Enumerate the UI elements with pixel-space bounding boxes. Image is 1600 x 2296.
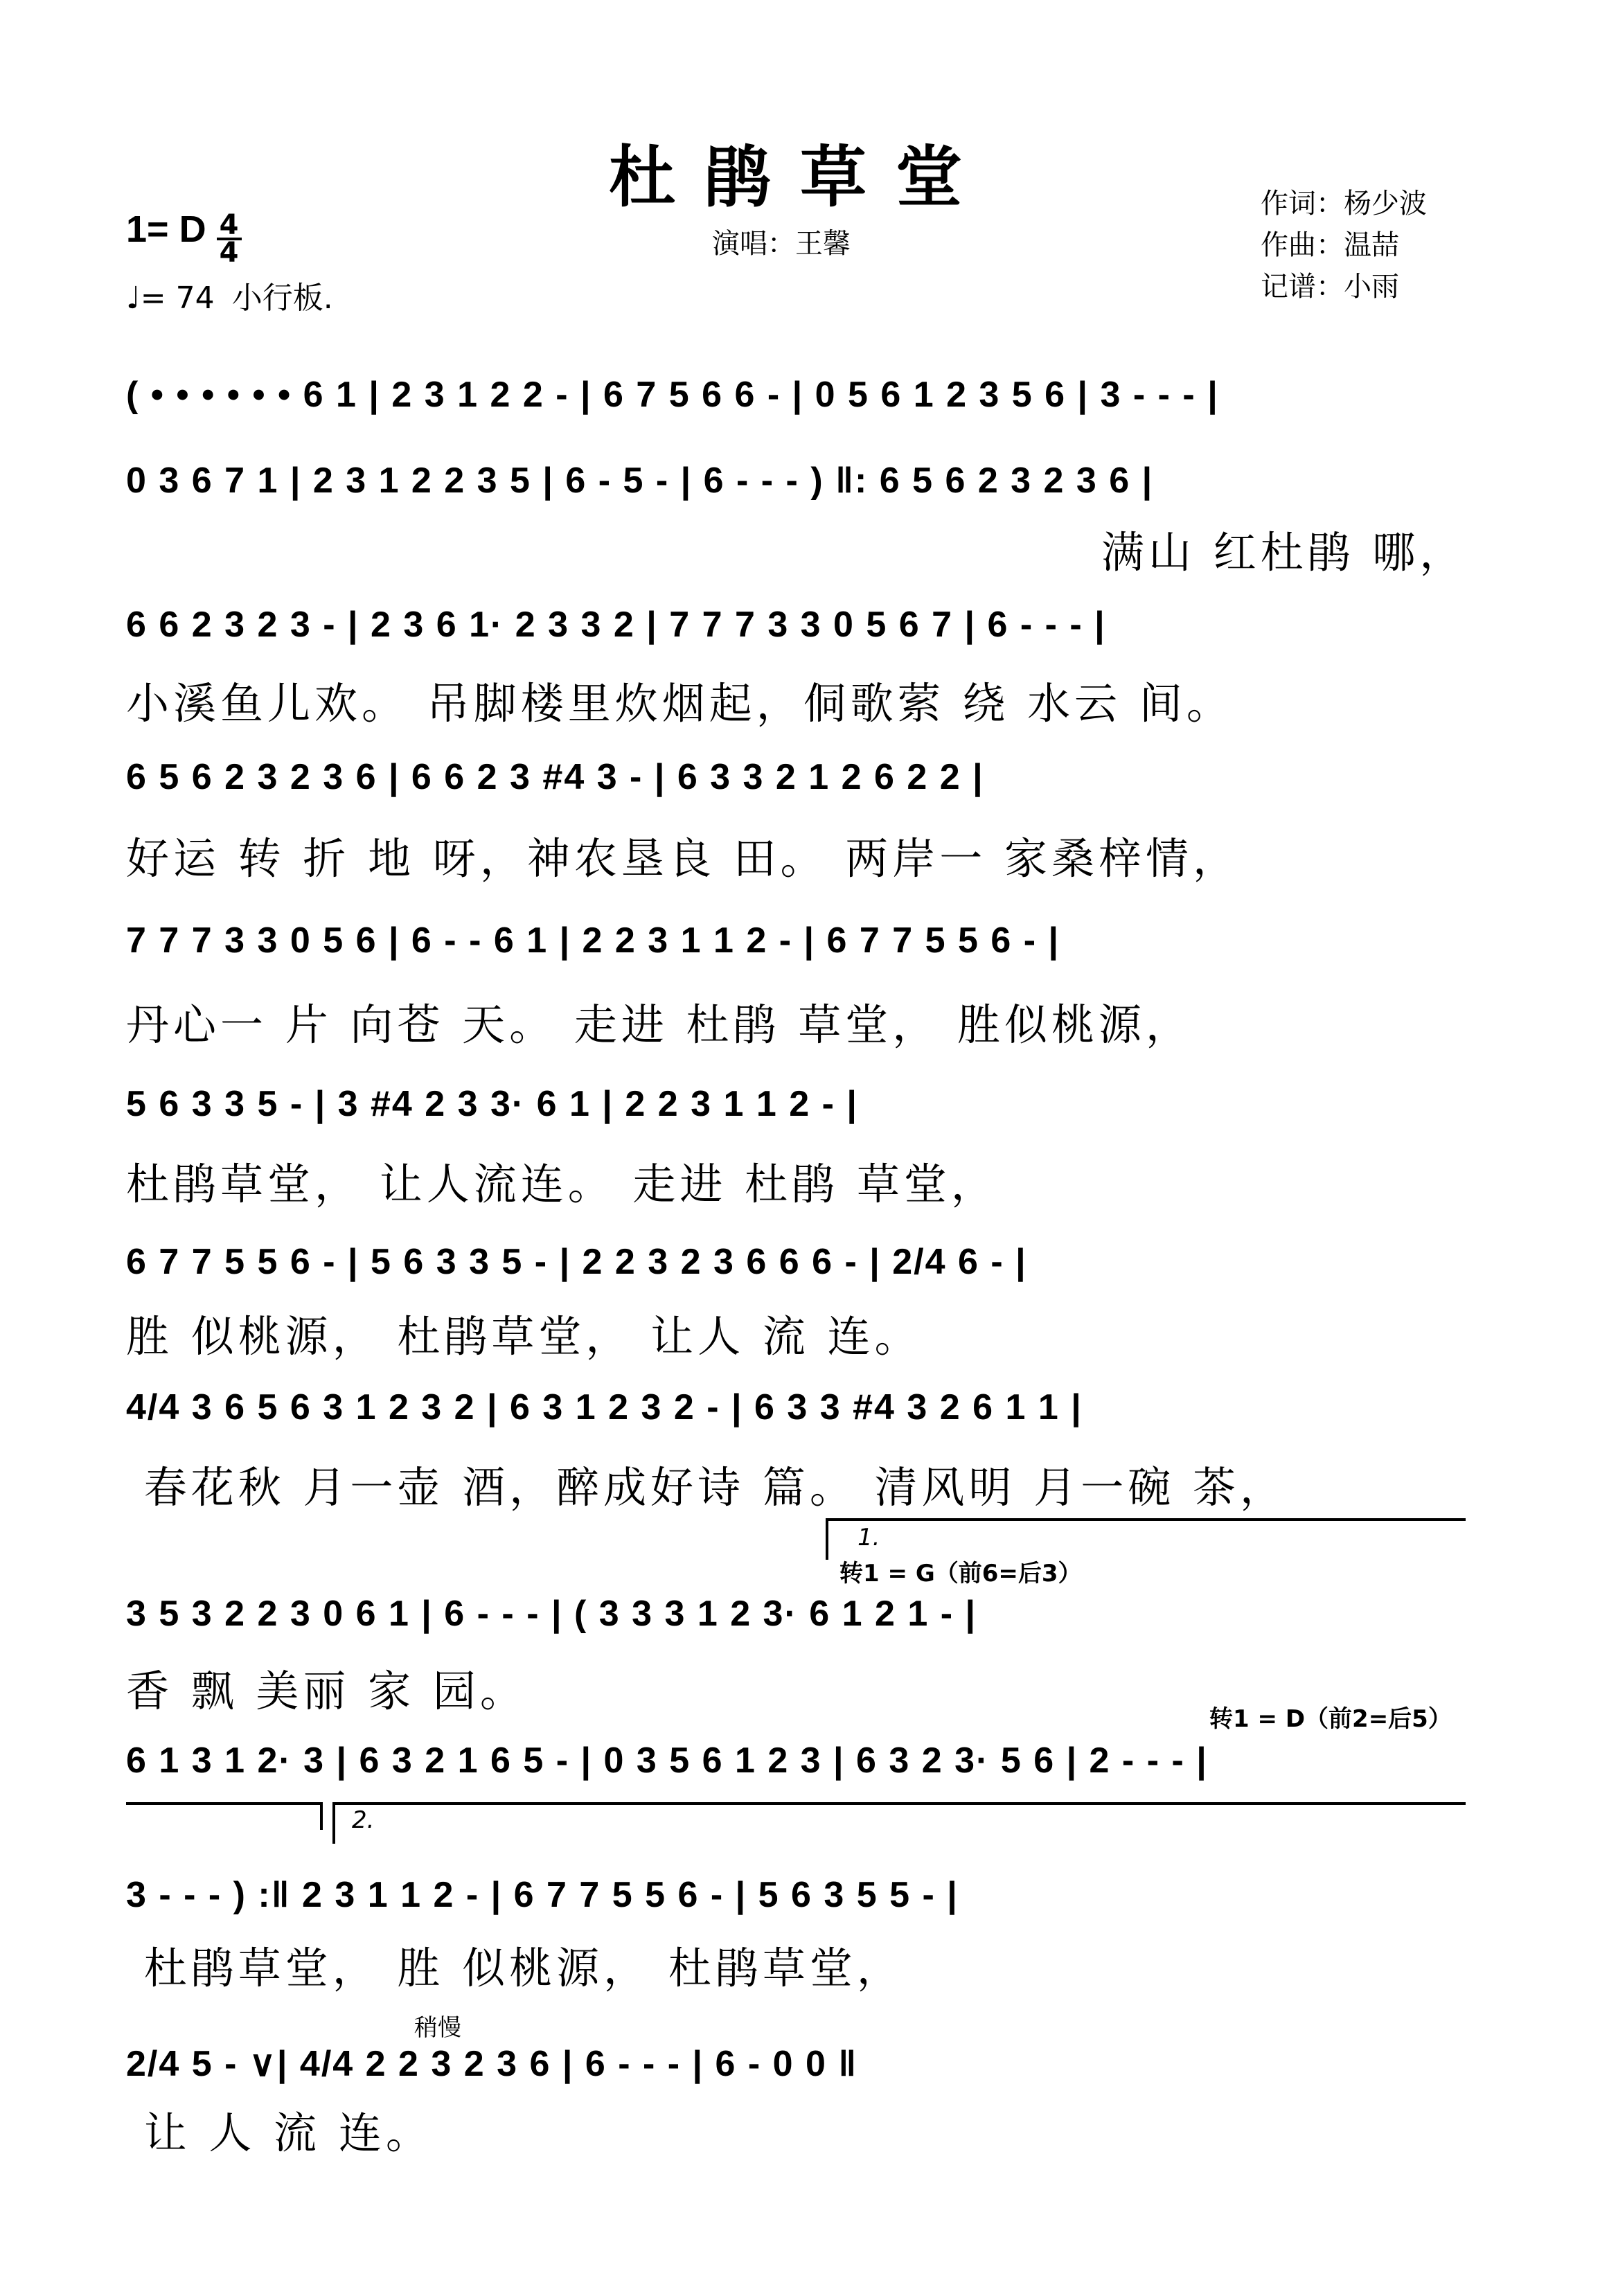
system-1-notes: ( • • • • • • 6 1 | 2 3 1 2 2 - | 6 7 5 6 6 - | 0 5 6 1 2 3 5 6 | 3 - - - |: [126, 375, 1219, 415]
page-title: 杜鹃草堂: [609, 138, 991, 216]
key-signature-block: [126, 208, 242, 269]
volta-2-label: 2.: [352, 1806, 375, 1834]
singer-credit: 演唱：王馨: [712, 228, 851, 260]
key-signature: 1= D: [126, 208, 206, 250]
system-6-lyrics: 杜鹃草堂， 让人流连。 走进 杜鹃 草堂，: [126, 1159, 998, 1209]
system-9-notes: 3 5 3 2 2 3 0 6 1 | 6 - - - | ( 3 3 3 1 2 3· 6 1 2 1 - |: [126, 1594, 977, 1634]
transcriber-credit: 记谱：小雨: [1261, 271, 1399, 303]
system-3-lyrics: 小溪鱼儿欢。 吊脚楼里炊烟起，侗歌萦 绕 水云 间。: [126, 678, 1234, 729]
system-12-lyrics: 让 人 流 连。: [126, 2108, 433, 2158]
lyricist-credit: 作词：杨少波: [1261, 188, 1427, 220]
modulation-label-2: 转1 = D（前2=后5）: [1209, 1705, 1452, 1733]
time-signature-bottom: 4: [219, 236, 239, 269]
system-6-notes: 5 6 3 3 5 - | 3 #4 2 3 3· 6 1 | 2 2 3 1 1 2 - |: [126, 1084, 858, 1124]
system-8-lyrics: 春花秋 月一壶 酒，醉成好诗 篇。 清风明 月一碗 茶，: [126, 1462, 1287, 1513]
volta-1-line: [826, 1518, 1466, 1521]
system-8-notes: 4/4 3 6 5 6 3 1 2 3 2 | 6 3 1 2 3 2 - | 6 3 3 #4 3 2 6 1 1 |: [126, 1387, 1083, 1427]
volta-1-hook: [826, 1518, 828, 1560]
volta-1-close-hook: [320, 1802, 323, 1830]
time-signature-top: 4: [217, 213, 242, 240]
system-10-notes: 6 1 3 1 2· 3 | 6 3 2 1 6 5 - | 0 3 5 6 1 2 3 | 6 3 2 3· 5 6 | 2 - - - |: [126, 1741, 1208, 1781]
system-5-notes: 7 7 7 3 3 0 5 6 | 6 - - 6 1 | 2 2 3 1 1 2 - | 6 7 7 5 5 6 - |: [126, 920, 1060, 961]
system-7-notes: 6 7 7 5 5 6 - | 5 6 3 3 5 - | 2 2 3 2 3 6 6 6 - | 2/4 6 - |: [126, 1242, 1027, 1282]
modulation-label-1: 转1 = G（前6=后3）: [839, 1560, 1082, 1587]
slower-marking: 稍慢: [414, 2014, 461, 2042]
system-2-notes: 0 3 6 7 1 | 2 3 1 2 2 3 5 | 6 - 5 - | 6 - - - ) ‖: 6 5 6 2 3 2 3 6 |: [126, 461, 1154, 501]
system-4-lyrics: 好运 转 折 地 呀，神农垦良 田。 两岸一 家桑梓情，: [126, 833, 1240, 884]
system-7-lyrics: 胜 似桃源， 杜鹃草堂， 让人 流 连。: [126, 1311, 922, 1362]
system-2-lyrics: 满山 红杜鹃 哪，: [1101, 527, 1467, 578]
volta-1-label: 1.: [857, 1524, 880, 1551]
volta-2-line: [332, 1802, 1466, 1805]
system-9-lyrics: 香 飘 美丽 家 园。: [126, 1666, 527, 1716]
system-5-lyrics: 丹心一 片 向苍 天。 走进 杜鹃 草堂， 胜似桃源，: [126, 999, 1193, 1050]
system-3-notes: 6 6 2 3 2 3 - | 2 3 6 1· 2 3 3 2 | 7 7 7 3 3 0 5 6 7 | 6 - - - |: [126, 605, 1106, 645]
composer-credit: 作曲：温喆: [1261, 229, 1399, 261]
tempo-value: ♩= 74: [126, 281, 215, 316]
system-11-notes: 3 - - - ) :‖ 2 3 1 1 2 - | 6 7 7 5 5 6 - | 5 6 3 5 5 - |: [126, 1875, 959, 1915]
volta-1-close-line: [126, 1802, 323, 1805]
tempo-marking: 小行板.: [231, 281, 333, 316]
tempo-block: [126, 273, 333, 317]
volta-2-hook: [332, 1802, 335, 1844]
system-12-notes: 2/4 5 - ∨| 4/4 2 2 3 2 3 6 | 6 - - - | 6 - 0 0 ‖: [126, 2044, 858, 2084]
time-signature: [217, 208, 242, 269]
system-11-lyrics: 杜鹃草堂， 胜 似桃源， 杜鹃草堂，: [126, 1943, 904, 1993]
system-4-notes: 6 5 6 2 3 2 3 6 | 6 6 2 3 #4 3 - | 6 3 3 2 1 2 6 2 2 |: [126, 757, 984, 797]
